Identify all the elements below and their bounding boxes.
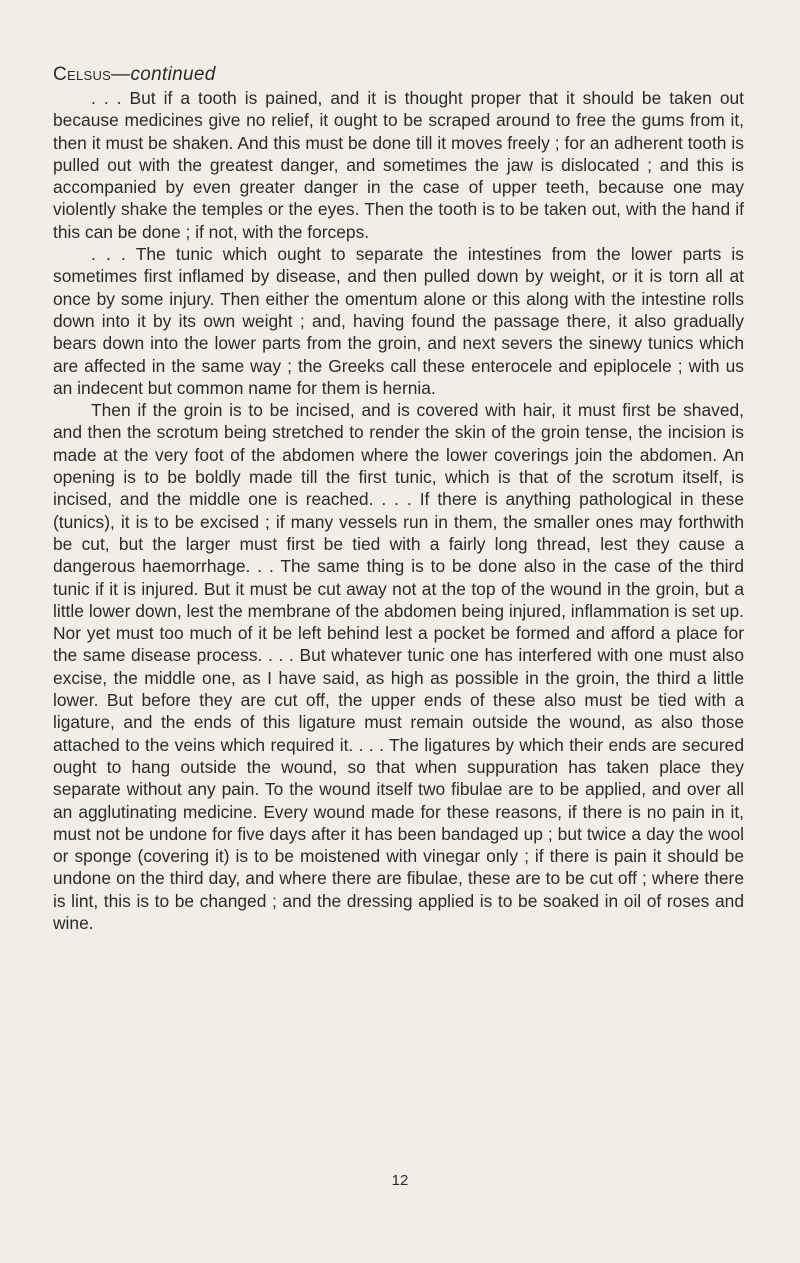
running-heading [53, 62, 744, 87]
heading-author: Celsus [53, 64, 112, 85]
paragraph-hernia-description: . . . The tunic which ought to separate the intestines from the lower parts is sometimes first inflamed by disease, and then pulled down by weight, or it is torn all at once by some injury. Then either the omentum alone or this along with the intestine rolls down into it by its own weight ; and, having found the passage there, it also gradually bears down into the lower parts from the groin, and next severs the sinewy tunics which are affected in the same way ; the Greeks call these enterocele and epiplocele ; with us an indecent but common name for them is hernia. [53, 244, 744, 398]
paragraph-hernia-operation: Then if the groin is to be incised, and is covered with hair, it must first be shaved, and then the scrotum being stretched to render the skin of the groin tense, the incision is made at the very foot of the abdomen where the lower coverings join the abdomen. An opening is to be boldly made till the first tunic, which is that of the scrotum itself, is incised, and the middle one is reached. . . . If there is anything pathological in these (tunics), it is to be excised ; if many vessels run in them, the smaller ones may forthwith be cut, but the larger must first be tied with a fairly long thread, lest they cause a dangerous haemorrhage. . . The same thing is to be done also in the case of the third tunic if it is injured. But it must be cut away not at the top of the wound in the groin, but a little lower down, lest the membrane of the abdomen being injured, inflammation is set up. Nor yet must too much of it be left behind lest a pocket be formed and afford a place for the same disease process. . . . But whatever tunic one has interfered with one must also excise, the middle one, as I have said, as high as possible in the groin, the third a little lower. But before they are cut off, the upper ends of these also must be tied with a ligature, and the ends of this ligature must remain outside the wound, as also those attached to the veins which required it. . . . The ligatures by which their ends are secured ought to hang outside the wound, so that when suppuration has taken place they separate without any pain. To the wound itself two fibulae are to be applied, and over all an agglutinating medicine. Every wound made for these reasons, if there is no pain in it, must not be undone for five days after it has been bandaged up ; but twice a day the wool or sponge (covering it) is to be moistened with vinegar only ; if there is pain it should be undone on the third day, and where there are fibulae, these are to be cut off ; where there is lint, this is to be changed ; and the dressing applied is to be soaked in oil of roses and wine. [53, 400, 744, 933]
paragraph-tooth-extraction: . . . But if a tooth is pained, and it is thought proper that it should be taken out because medicines give no relief, it ought to be scraped around to free the gums from it, then it must be shaken. And this must be done till it moves freely ; for an adherent tooth is pulled out with the greatest danger, and sometimes the jaw is dislocated ; and this is accompanied by even greater danger in the case of upper teeth, because one may violently shake the temples or the eyes. Then the tooth is to be taken out, with the hand if this can be done ; if not, with the forceps. [53, 88, 744, 242]
heading-continued: continued [130, 64, 216, 85]
page-number: 12 [391, 1172, 409, 1189]
heading-dash: — [111, 64, 131, 85]
text-block [53, 62, 744, 934]
